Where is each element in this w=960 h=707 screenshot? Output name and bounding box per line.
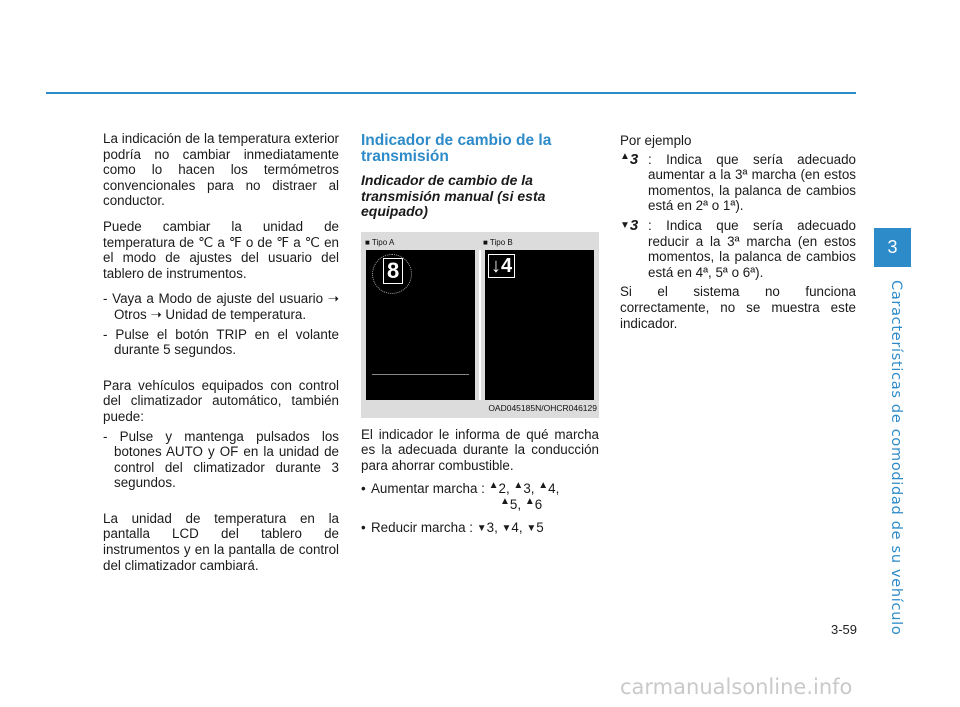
up-arrow-icon: ▲ bbox=[524, 495, 535, 507]
shift-list bbox=[361, 481, 599, 536]
downshift-example-icon bbox=[620, 218, 648, 280]
gear-value: 3 bbox=[486, 520, 495, 536]
upshift-item: • Aumentar marcha : ▲2, ▲3, ▲4, ▲5, ▲6 bbox=[361, 481, 599, 512]
page-number: 3-59 bbox=[830, 622, 857, 637]
downshift-description: : Indica que sería adecuado reducir a la 3ª marcha (en estos momentos, la palanca de cambios está en 4ª, 5ª o 6ª). bbox=[648, 217, 856, 280]
paragraph: Para vehículos equipados con control del climatizador automático, también puede: bbox=[103, 377, 339, 424]
paragraph: Puede cambiar la unidad de temperatura de ℃ a ℉ o de ℉ a ℃ en el modo de ajustes del usuario del tablero de instrumentos. bbox=[103, 218, 339, 281]
up-arrow-icon: ▲ bbox=[538, 480, 549, 492]
down-arrow-icon: ▼ bbox=[501, 522, 512, 534]
chapter-title: Características de comodidad de su vehículo bbox=[888, 280, 904, 636]
list-item: - Vaya a Modo de ajuste del usuario ➝ Otros ➝ Unidad de temperatura. bbox=[103, 291, 339, 322]
column-right bbox=[620, 133, 856, 341]
figure-divider bbox=[479, 250, 481, 400]
paragraph: La unidad de temperatura en la pantalla LCD del tablero de instrumentos y en la pantalla de control del climatizador cambiará. bbox=[103, 510, 339, 573]
column-left bbox=[103, 131, 339, 583]
header-rule bbox=[46, 92, 856, 94]
gear-value: 4 bbox=[548, 481, 556, 497]
type-a-label: ■ Tipo A bbox=[365, 237, 395, 247]
gear-shift-indicator: ↓4 bbox=[488, 254, 515, 278]
type-a-display bbox=[366, 250, 475, 400]
type-b-display bbox=[485, 250, 594, 400]
section-title: Indicador de cambio de la transmisión bbox=[361, 132, 552, 165]
subsection-title: Indicador de cambio de la transmisión manual (si esta equipado) bbox=[361, 172, 546, 219]
column-middle bbox=[361, 133, 599, 544]
gear-digit: 3 bbox=[629, 216, 639, 234]
upshift-label: Aumentar marcha : bbox=[371, 481, 485, 497]
upshift-example bbox=[620, 152, 856, 214]
gear-value: 2 bbox=[498, 481, 506, 497]
downshift-item: • Reducir marcha : ▼3, ▼4, ▼5 bbox=[361, 520, 599, 536]
gear-digit: 3 bbox=[629, 150, 639, 168]
gear-value: 5 bbox=[509, 496, 518, 512]
downshift-example bbox=[620, 218, 856, 280]
example-title: Por ejemplo bbox=[620, 133, 692, 148]
paragraph: Si el sistema no funciona correctamente, no se muestra este indicador. bbox=[620, 284, 856, 331]
shift-indicator-figure bbox=[361, 232, 599, 418]
downshift-label: Reducir marcha : bbox=[371, 520, 473, 536]
figure-caption: OAD045185N/OHCR046129 bbox=[488, 402, 597, 413]
down-arrow-icon: ▼ bbox=[526, 522, 537, 534]
down-arrow-icon: ▼ bbox=[476, 522, 487, 534]
chapter-tab: 3 bbox=[874, 228, 911, 267]
up-arrow-icon: ▲ bbox=[513, 480, 524, 492]
paragraph: El indicador le informa de qué marcha es la adecuada durante la conducción para ahorrar combustible. bbox=[361, 426, 599, 473]
display-divider bbox=[372, 374, 469, 375]
watermark: carmanualsonline.info bbox=[620, 675, 853, 699]
list-item: - Pulse y mantenga pulsados los botones AUTO y OF en la unidad de control del climatizador durante 3 segundos. bbox=[103, 428, 339, 491]
list-item: - Pulse el botón TRIP en el volante durante 5 segundos. bbox=[103, 326, 339, 358]
gear-digit: 8 bbox=[383, 258, 403, 284]
gear-value: 6 bbox=[534, 496, 543, 512]
up-arrow-icon: ▲ bbox=[620, 150, 630, 162]
type-b-label: ■ Tipo B bbox=[483, 237, 513, 247]
gear-value: 4 bbox=[511, 520, 519, 536]
upshift-description: : Indica que sería adecuado aumentar a la 3ª marcha (en estos momentos, la palanca de cambios está en 2ª o 1ª). bbox=[648, 151, 856, 214]
upshift-example-icon bbox=[620, 152, 648, 214]
up-arrow-icon: ▲ bbox=[500, 495, 510, 507]
down-arrow-icon: ▼ bbox=[620, 220, 630, 231]
paragraph: La indicación de la temperatura exterior podría no cambiar inmediatamente como lo hacen los termómetros convencionales para no distraer al conductor. bbox=[103, 131, 339, 209]
up-arrow-icon: ▲ bbox=[488, 480, 499, 492]
gear-value: 5 bbox=[536, 520, 544, 536]
gear-value: 3 bbox=[523, 481, 531, 497]
